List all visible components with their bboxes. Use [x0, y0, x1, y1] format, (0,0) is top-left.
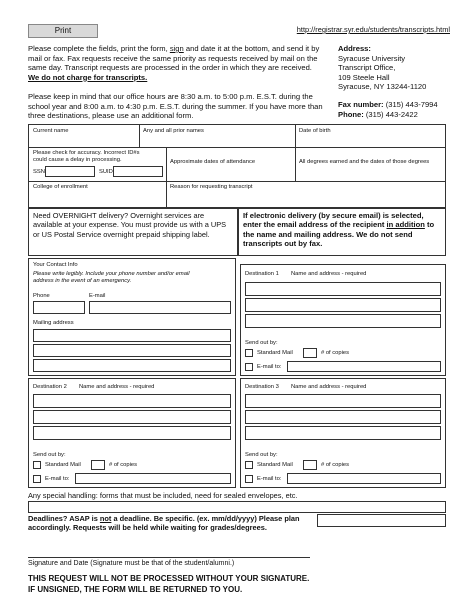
destination-3-email-label: E-mail to:	[257, 476, 282, 482]
destination-3-standard-mail-label: Standard Mail	[257, 462, 293, 468]
deadline-not-word: not	[99, 514, 112, 523]
deadline-input[interactable]	[317, 514, 446, 527]
intro-paragraph	[28, 44, 328, 82]
destination-2-email-label: E-mail to:	[45, 476, 70, 482]
destination-1-line2[interactable]	[245, 298, 441, 312]
destination-1-email-checkbox[interactable]	[245, 363, 253, 371]
phone-label: Phone:	[338, 109, 364, 119]
signature-warning	[28, 574, 309, 595]
signature-line[interactable]	[28, 557, 310, 558]
destination-3-copies-label: # of copies	[321, 462, 350, 468]
office-hours-paragraph: Please keep in mind that our office hours are 8:30 a.m. to 5:00 p.m. E.S.T. during the school year and 8:00 a.m. to 4:30 p.m. E.S.T. during the summer. If you have more than three destinations, please use an additional form.	[28, 92, 323, 120]
destination-1-label: Destination 1	[245, 271, 279, 277]
electronic-text-b: to the name and mailing address. We do not send transcripts out by fax.	[243, 220, 435, 248]
address-line2: Transcript Office,	[338, 63, 396, 72]
destination-1-email-input[interactable]	[287, 361, 441, 372]
email-field-label: E-mail	[89, 293, 106, 299]
destination-3-label: Destination 3	[245, 384, 279, 390]
destination-1-panel	[240, 264, 446, 376]
destination-2-copies-label: # of copies	[109, 462, 138, 468]
intro-sign-word: sign	[169, 44, 184, 53]
destination-2-email-input[interactable]	[75, 473, 231, 484]
destination-1-line3[interactable]	[245, 314, 441, 328]
destination-1-copies-input[interactable]	[303, 348, 317, 358]
mailing-address-line1[interactable]	[33, 329, 231, 342]
destination-2-line1[interactable]	[33, 394, 231, 408]
mailing-address-line2[interactable]	[33, 344, 231, 357]
id-note-line1: Please check for accuracy. Incorrect ID#s	[33, 150, 140, 156]
destination-3-line2[interactable]	[245, 410, 441, 424]
electronic-delivery-note	[238, 208, 446, 256]
contact-info-note	[33, 271, 190, 285]
contact-note-line1: Please write legibly. Include your phone number and/or email	[33, 271, 190, 277]
destination-1-name-label: Name and address - required	[291, 271, 367, 277]
mailing-address-line3[interactable]	[33, 359, 231, 372]
current-name-label: Current name	[33, 128, 69, 134]
destination-2-line2[interactable]	[33, 410, 231, 424]
special-handling-label: Any special handling: forms that must be included, need for sealed envelopes, etc.	[28, 491, 298, 500]
student-info-table	[28, 124, 446, 208]
destination-3-copies-input[interactable]	[303, 460, 317, 470]
id-accuracy-note	[33, 150, 140, 164]
destination-2-send-label: Send out by:	[33, 452, 66, 458]
destination-2-copies-input[interactable]	[91, 460, 105, 470]
ssn-label: SSN	[33, 169, 45, 175]
destination-2-standard-mail-checkbox[interactable]	[33, 461, 41, 469]
destination-2-label: Destination 2	[33, 384, 67, 390]
destination-2-panel	[28, 378, 236, 488]
degrees-label: All degrees earned and the dates of those degrees	[299, 159, 430, 165]
special-handling-input[interactable]	[28, 501, 446, 513]
electronic-in-addition: in addition	[386, 220, 425, 230]
no-charge-note: We do not charge for transcripts.	[28, 72, 148, 82]
suid-label: SUID	[99, 169, 113, 175]
intro-text-a: Please complete the fields, print the form,	[28, 44, 170, 53]
contact-note-line2: address in the event of an emergency.	[33, 278, 132, 284]
address-line4: Syracuse, NY 13244-1120	[338, 82, 427, 91]
address-line3: 109 Steele Hall	[338, 72, 390, 82]
phone-number: (315) 443-2422	[365, 109, 418, 119]
destination-1-email-label: E-mail to:	[257, 364, 282, 370]
destination-3-name-label: Name and address - required	[291, 384, 367, 390]
deadline-text-b: a deadline. Be specific. (ex. mm/dd/yyyy) Please plan accordingly. Requests will be held while waiting for grades/degrees.	[28, 514, 300, 533]
print-button[interactable]: Print	[28, 24, 98, 38]
fax-number: (315) 443-7994	[385, 100, 438, 109]
destination-3-send-label: Send out by:	[245, 452, 278, 458]
contact-info-title: Your Contact Info	[33, 262, 78, 268]
reason-label: Reason for requesting transcript	[170, 184, 253, 190]
destination-1-copies-label: # of copies	[321, 350, 350, 356]
dob-label: Date of birth	[299, 128, 331, 134]
fax-label: Fax number:	[338, 100, 384, 109]
destination-3-email-input[interactable]	[287, 473, 441, 484]
warning-line2: IF UNSIGNED, THE FORM WILL BE RETURNED TO YOU.	[28, 584, 243, 594]
destination-3-email-checkbox[interactable]	[245, 475, 253, 483]
destination-1-standard-mail-label: Standard Mail	[257, 350, 293, 356]
destination-2-line3[interactable]	[33, 426, 231, 440]
email-input[interactable]	[89, 301, 231, 314]
warning-line1: THIS REQUEST WILL NOT BE PROCESSED WITHOUT YOUR SIGNATURE.	[28, 574, 310, 583]
office-address	[338, 44, 458, 92]
destination-2-email-checkbox[interactable]	[33, 475, 41, 483]
phone-input[interactable]	[33, 301, 85, 314]
destination-1-send-label: Send out by:	[245, 340, 278, 346]
destination-1-line1[interactable]	[245, 282, 441, 296]
transcripts-url-link[interactable]: http://registrar.syr.edu/students/transcripts.html	[296, 25, 450, 34]
deadline-text-a: Deadlines? ASAP is	[28, 514, 100, 523]
destination-1-standard-mail-checkbox[interactable]	[245, 349, 253, 357]
office-contact-numbers	[338, 100, 458, 119]
signature-label: Signature and Date (Signature must be that of the student/alumni.)	[28, 560, 235, 567]
id-note-line2: could cause a delay in processing.	[33, 157, 122, 163]
attendance-dates-label: Approximate dates of attendance	[170, 159, 256, 165]
ssn-input[interactable]	[45, 166, 95, 177]
mailing-address-label: Mailing address	[33, 320, 74, 326]
college-label: College of enrollment	[33, 184, 88, 190]
contact-info-panel	[28, 258, 236, 376]
electronic-text-a: If electronic delivery (by secure email) is selected, enter the email address of the recipient	[243, 211, 424, 230]
destination-3-line3[interactable]	[245, 426, 441, 440]
destination-2-standard-mail-label: Standard Mail	[45, 462, 81, 468]
address-heading: Address:	[338, 44, 371, 53]
destination-2-name-label: Name and address - required	[79, 384, 155, 390]
overnight-delivery-note: Need OVERNIGHT delivery? Overnight services are available at your expense. You must provide us with a UPS or US Postal Service overnight prepaid shipping label.	[28, 208, 238, 256]
address-line1: Syracuse University	[338, 53, 406, 63]
destination-3-line1[interactable]	[245, 394, 441, 408]
deadline-note	[28, 514, 310, 533]
destination-3-standard-mail-checkbox[interactable]	[245, 461, 253, 469]
suid-input[interactable]	[113, 166, 163, 177]
destination-3-panel	[240, 378, 446, 488]
intro-text-b: and date it at the bottom, and send it by mail or fax. Fax requests receive the same priority as requests received by mail on the same day. Transcript requests are processed in the order in which they are received.	[28, 44, 320, 72]
prior-names-label: Any and all prior names	[143, 128, 204, 134]
phone-field-label: Phone	[33, 293, 50, 299]
